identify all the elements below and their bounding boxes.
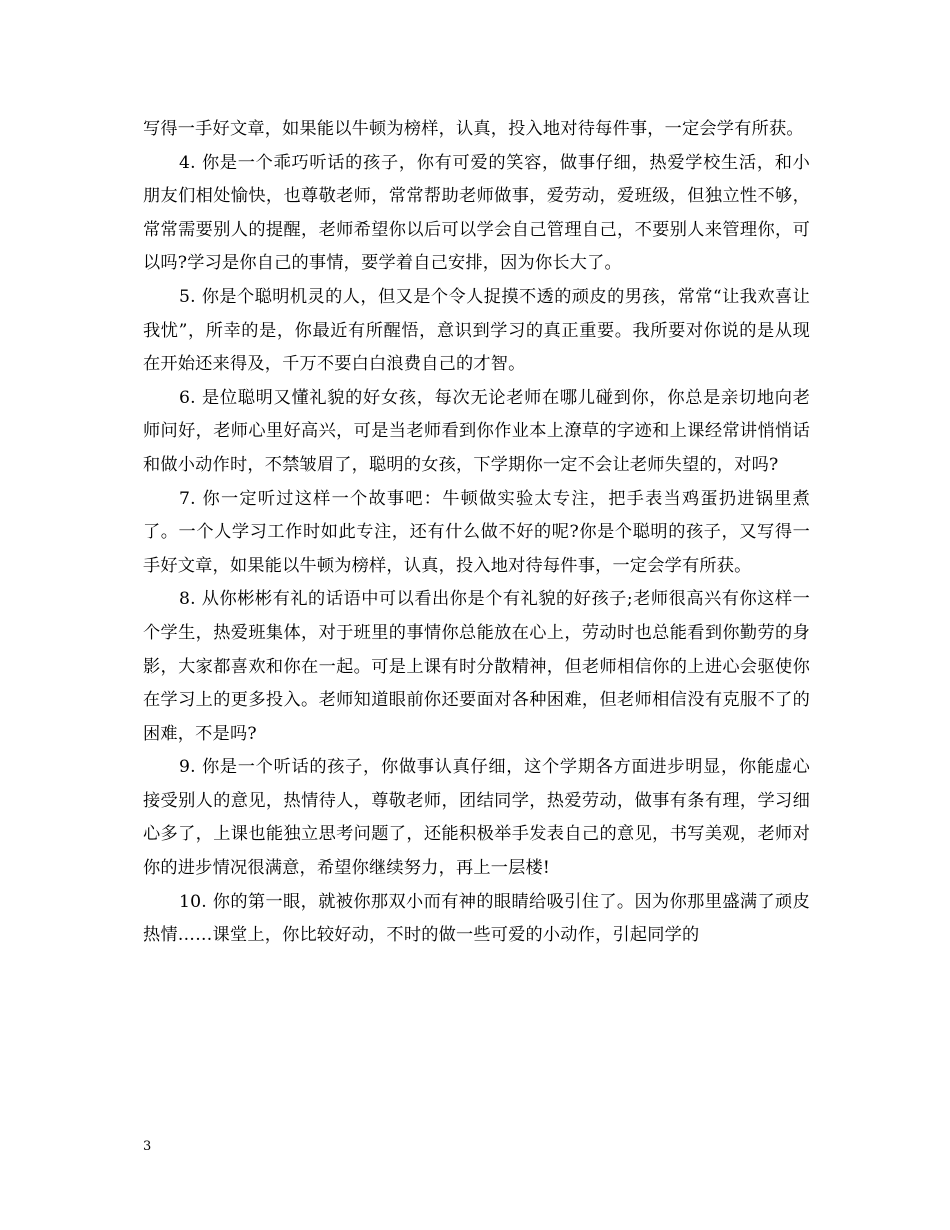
- paragraph-comment-10: 10. 你的第一眼，就被你那双小而有神的眼睛给吸引住了。因为你那里盛满了顽皮热情……课堂上，你比较好动，不时的做一些可爱的小动作，引起同学的: [143, 891, 810, 946]
- document-body: [143, 113, 810, 953]
- paragraph-comment-5: 5. 你是个聪明机灵的人，但又是个令人捉摸不透的顽皮的男孩，常常“让我欢喜让我忧”，所幸的是，你最近有所醒悟，意识到学习的真正重要。我所要对你说的是从现在开始还来得及，千万不要白白浪费自己的才智。: [143, 286, 810, 375]
- paragraph-comment-7: 7. 你一定听过这样一个故事吧：牛顿做实验太专注，把手表当鸡蛋扔进锅里煮了。一个人学习工作时如此专注，还有什么做不好的呢?你是个聪明的孩子，又写得一手好文章，如果能以牛顿为榜样，认真，投入地对待每件事，一定会学有所获。: [143, 488, 810, 576]
- paragraph-comment-4: 4. 你是一个乖巧听话的孩子，你有可爱的笑容，做事仔细，热爱学校生活，和小朋友们相处愉快，也尊敬老师，常常帮助老师做事，爱劳动，爱班级，但独立性不够，常常需要别人的提醒，老师希望你以后可以学会自己管理自己，不要别人来管理你，可以吗?学习是你自己的事情，要学着自己安排，因为你长大了。: [143, 152, 810, 274]
- paragraph-comment-6: 6. 是位聪明又懂礼貌的好女孩，每次无论老师在哪儿碰到你，你总是亲切地向老师问好，老师心里好高兴，可是当老师看到你作业本上潦草的字迹和上课经常讲悄悄话和做小动作时，不禁皱眉了，聪明的女孩，下学期你一定不会让老师失望的，对吗?: [143, 387, 810, 475]
- paragraph-comment-9: 9. 你是一个听话的孩子，你做事认真仔细，这个学期各方面进步明显，你能虚心接受别人的意见，热情待人，尊敬老师，团结同学，热爱劳动，做事有条有理，学习细心多了，上课也能独立思考问题了，还能积极举手发表自己的意见，书写美观，老师对你的进步情况很满意，希望你继续努力，再上一层楼!: [143, 757, 810, 879]
- page-number: 3: [143, 1139, 152, 1154]
- paragraph-comment-8: 8. 从你彬彬有礼的话语中可以看出你是个有礼貌的好孩子;老师很高兴有你这样一个学生，热爱班集体，对于班里的事情你总能放在心上，劳动时也总能看到你勤劳的身影，大家都喜欢和你在一起。可是上课有时分散精神，但老师相信你的上进心会驱使你在学习上的更多投入。老师知道眼前你还要面对各种困难，但老师相信没有克服不了的困难，不是吗?: [143, 589, 810, 744]
- paragraph-continuation: 写得一手好文章，如果能以牛顿为榜样，认真，投入地对待每件事，一定会学有所获。: [143, 119, 804, 139]
